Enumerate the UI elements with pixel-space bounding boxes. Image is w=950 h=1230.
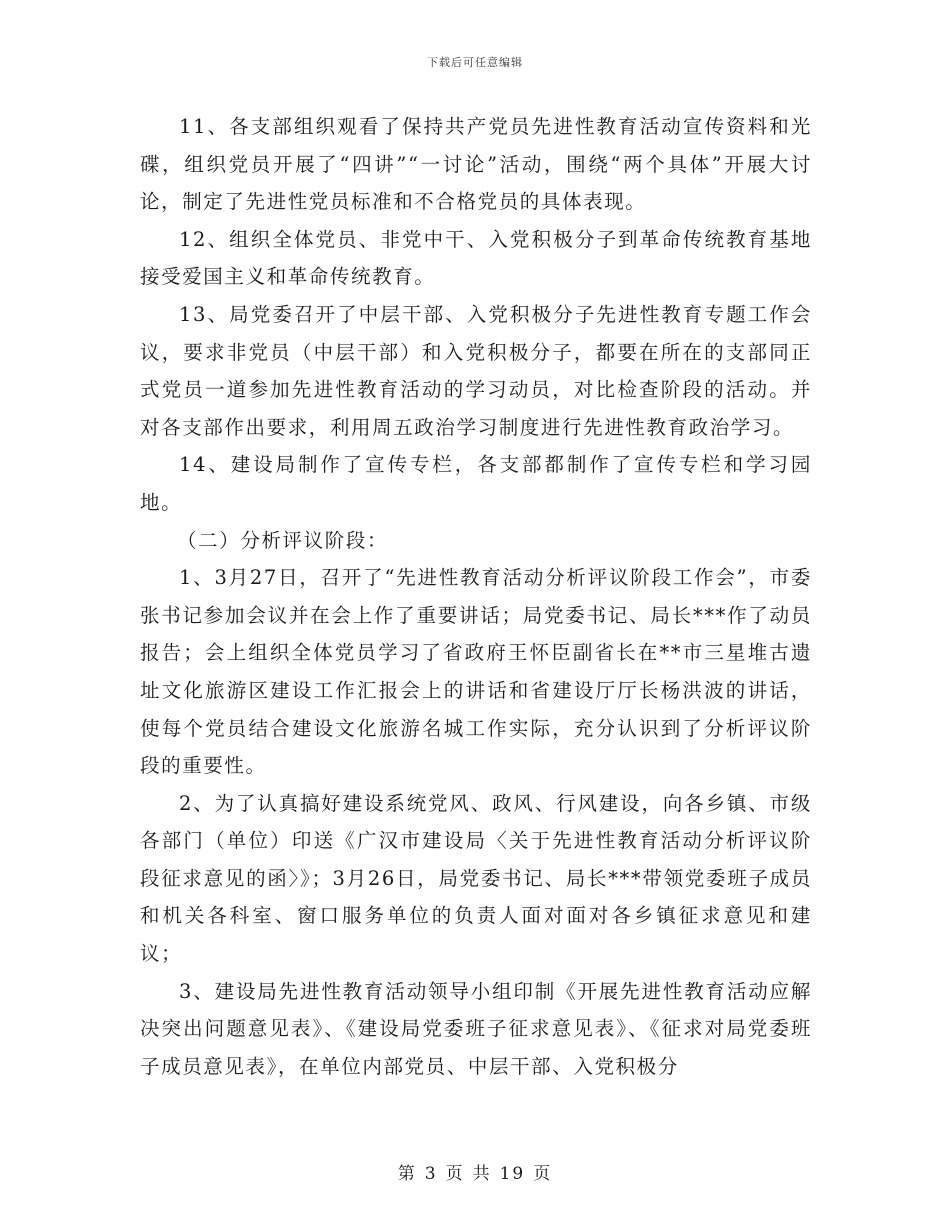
paragraph-13: 13、局党委召开了中层干部、入党积极分子先进性教育专题工作会议，要求非党员（中层干部）和入党积极分子，都要在所在的支部同正式党员一道参加先进性教育活动的学习动员，对比检查阶段的活动。并对各支部作出要求，利用周五政治学习制度进行先进性教育政治学习。 (140, 302, 812, 439)
footer-label-unit: 页 (445, 1164, 465, 1184)
header-note: 下载后可任意编辑 (427, 56, 523, 69)
footer-total-pages: 19 (499, 1164, 526, 1184)
paragraph-3: 3、建设局先进性教育活动领导小组印制《开展先进性教育活动应解决突出问题意见表》、《建设局党委班子征求意见表》、《征求对局党委班子成员意见表》，在单位内部党员、中层干部、入党积极分 (140, 979, 812, 1078)
paragraph-2: 2、为了认真搞好建设系统党风、政风、行风建设，向各乡镇、市级各部门（单位）印送《广汉市建设局〈关于先进性教育活动分析评议阶段征求意见的函〉》；3月26日，局党委书记、局长***带领党委班子成员和机关各科室、窗口服务单位的负责人面对面对各乡镇征求意见和建议； (140, 791, 812, 966)
paragraph-11: 11、各支部组织观看了保持共产党员先进性教育活动宣传资料和光碟，组织党员开展了“四讲”“一讨论”活动，围绕“两个具体”开展大讨论，制定了先进性党员标准和不合格党员的具体表现。 (140, 115, 812, 214)
paragraph-14: 14、建设局制作了宣传专栏，各支部都制作了宣传专栏和学习园地。 (140, 453, 812, 514)
page-footer (0, 1159, 950, 1184)
paragraph-12: 12、组织全体党员、非党中干、入党积极分子到革命传统教育基地接受爱国主义和革命传统教育。 (140, 227, 812, 289)
paragraph-1: 1、3月27日，召开了“先进性教育活动分析评议阶段工作会”，市委张书记参加会议并在会上作了重要讲话；局党委书记、局长***作了动员报告；会上组织全体党员学习了省政府王怀臣副省长在**市三星堆古遗址文化旅游区建设工作汇报会上的讲话和省建设厅厅长杨洪波的讲话，使每个党员结合建设文化旅游名城工作实际，充分认识到了分析评议阶段的重要性。 (140, 566, 812, 778)
footer-label-page: 第 (397, 1164, 417, 1184)
footer-label-total: 共 (472, 1164, 492, 1184)
footer-label-unit2: 页 (533, 1164, 553, 1184)
section-heading: （二）分析评议阶段： (177, 528, 389, 552)
footer-current-page: 3 (424, 1164, 438, 1184)
document-body (140, 108, 812, 1085)
